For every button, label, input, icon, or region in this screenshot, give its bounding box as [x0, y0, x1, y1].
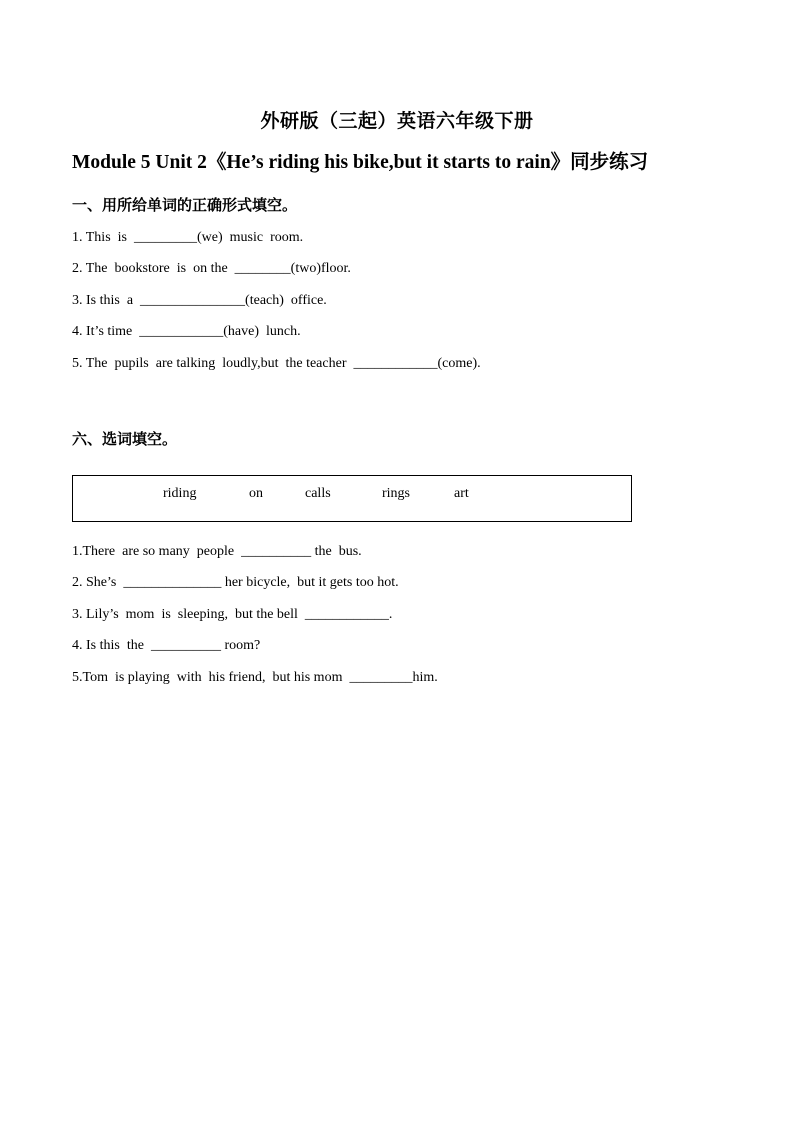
exercise-2-item: 5.Tom is playing with his friend, but his mom _________him. [72, 670, 438, 685]
word-bank-item: rings [382, 486, 410, 501]
exercise-2-item: 3. Lily’s mom is sleeping, but the bell ____________. [72, 607, 393, 622]
exercise-1-item: 1. This is _________(we) music room. [72, 230, 304, 245]
exercise-2-item: 4. Is this the __________ room? [72, 638, 261, 653]
section-1-heading: 一、用所给单词的正确形式填空。 [72, 198, 298, 214]
word-bank-box [72, 475, 632, 522]
exercise-2-item: 1.There are so many people __________ the bus. [72, 544, 362, 559]
word-bank-item: riding [163, 486, 197, 501]
word-bank-item: on [249, 486, 263, 501]
exercise-1-item: 5. The pupils are talking loudly,but the teacher ____________(come). [72, 356, 481, 371]
page-subtitle: Module 5 Unit 2《He’s riding his bike,but it starts to rain》同步练习 [72, 152, 649, 173]
word-bank-item: art [454, 486, 469, 501]
page-title: 外研版（三起）英语六年级下册 [260, 111, 534, 132]
section-2-heading: 六、选词填空。 [72, 432, 178, 448]
word-bank-item: calls [305, 486, 331, 501]
exercise-2-item: 2. She’s ______________ her bicycle, but it gets too hot. [72, 575, 399, 590]
exercise-1-item: 4. It’s time ____________(have) lunch. [72, 324, 301, 339]
exercise-1-item: 2. The bookstore is on the ________(two)floor. [72, 261, 351, 276]
exercise-1-item: 3. Is this a _______________(teach) office. [72, 293, 327, 308]
